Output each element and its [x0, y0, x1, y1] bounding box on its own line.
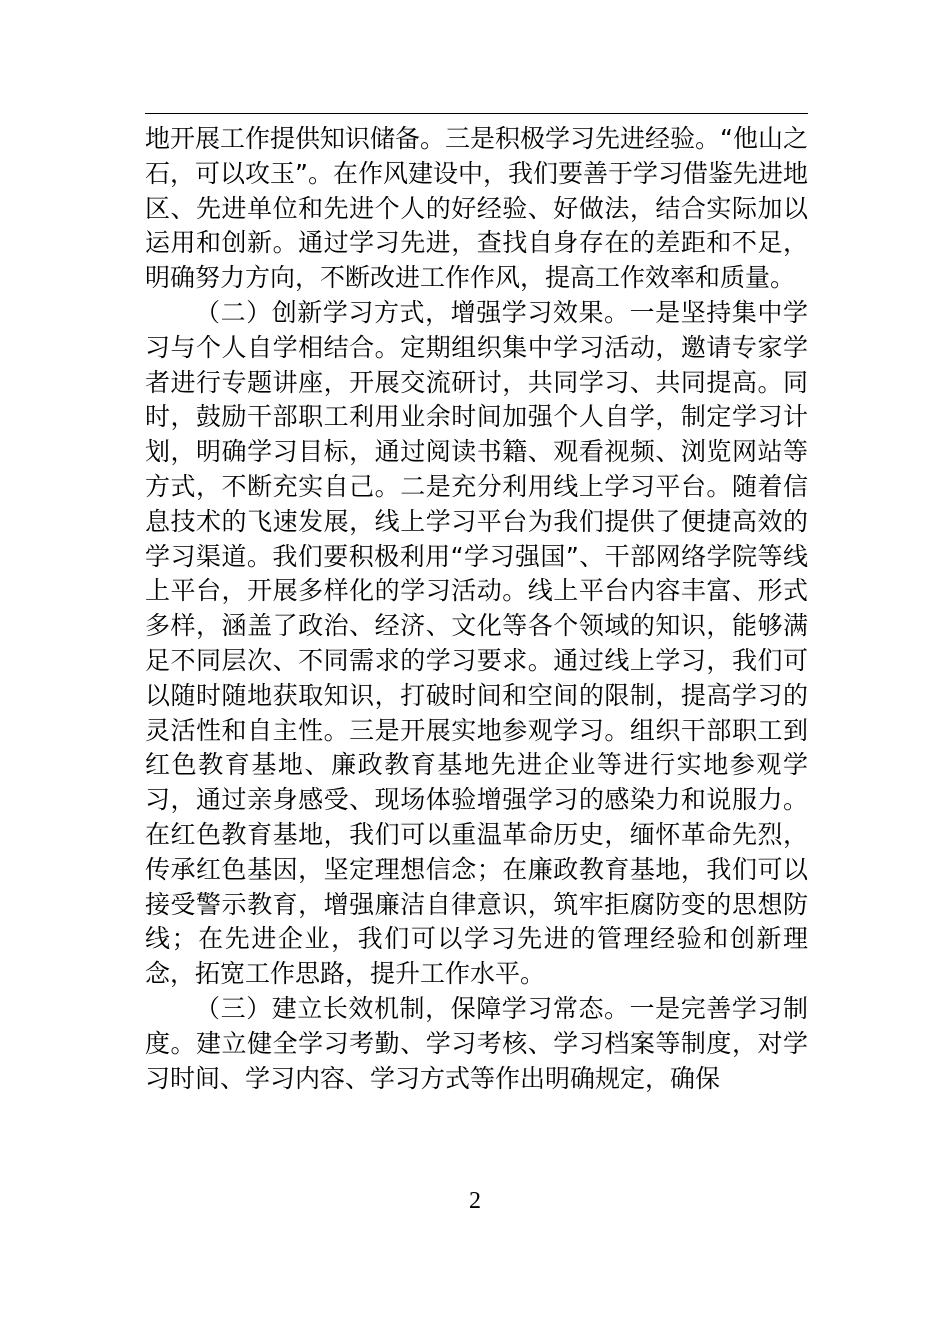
body-text [145, 122, 808, 1096]
paragraph-continuation: 地开展工作提供知识储备。三是积极学习先进经验。“他山之石，可以攻玉”。在作风建设中，我们要善于学习借鉴先进地区、先进单位和先进个人的好经验、好做法，结合实际加以运用和创新。通过学习先进，查找自身存在的差距和不足，明确努力方向，不断改进工作作风，提高工作效率和质量。 [145, 124, 808, 293]
paragraph-section-2: （二）创新学习方式，增强学习效果。一是坚持集中学习与个人自学相结合。定期组织集中学习活动，邀请专家学者进行专题讲座，开展交流研讨，共同学习、共同提高。同时，鼓励干部职工利用业余时间加强个人自学，制定学习计划，明确学习目标，通过阅读书籍、观看视频、浏览网站等方式，不断充实自己。二是充分利用线上学习平台。随着信息技术的飞速发展，线上学习平台为我们提供了便捷高效的学习渠道。我们要积极利用“学习强国”、干部网络学院等线上平台，开展多样化的学习活动。线上平台内容丰富、形式多样，涵盖了政治、经济、文化等各个领域的知识，能够满足不同层次、不同需求的学习要求。通过线上学习，我们可以随时随地获取知识，打破时间和空间的限制，提高学习的灵活性和自主性。三是开展实地参观学习。组织干部职工到红色教育基地、廉政教育基地先进企业等进行实地参观学习，通过亲身感受、现场体验增强学习的感染力和说服力。在红色教育基地，我们可以重温革命历史，缅怀革命先烈，传承红色基因，坚定理想信念；在廉政教育基地，我们可以接受警示教育，增强廉洁自律意识，筑牢拒腐防变的思想防线；在先进企业，我们可以学习先进的管理经验和创新理念，拓宽工作思路，提升工作水平。 [145, 297, 808, 989]
page-number: 2 [469, 1188, 481, 1214]
header-rule [145, 113, 808, 114]
paragraph-section-3: （三）建立长效机制，保障学习常态。一是完善学习制度。建立健全学习考勤、学习考核、学习档案等制度，对学习时间、学习内容、学习方式等作出明确规定，确保 [145, 993, 808, 1093]
